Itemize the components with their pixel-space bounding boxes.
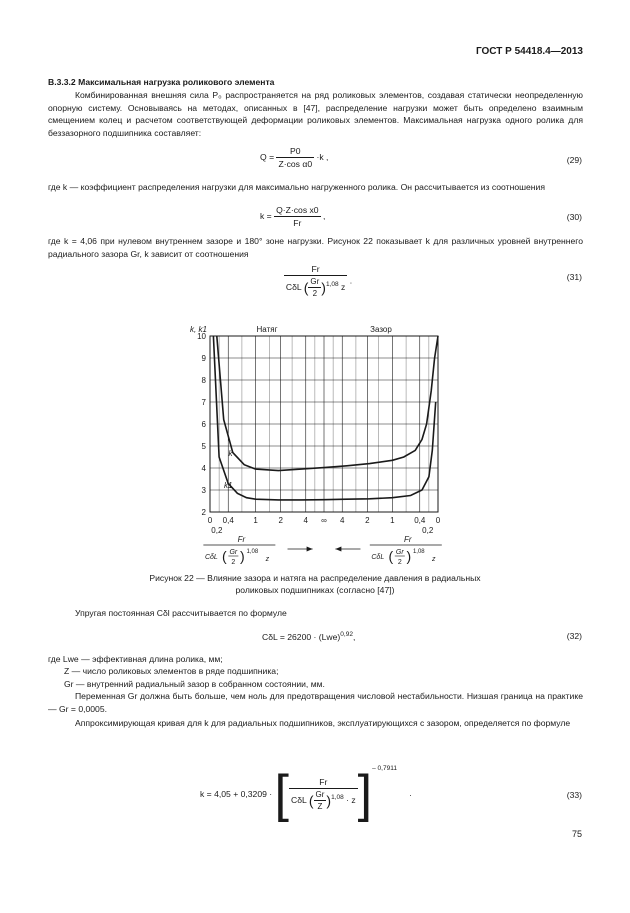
x-tick-label: 0,4 xyxy=(414,516,426,525)
paragraph-5: Переменная Gr должна быть больше, чем ноль для предотвращения числовой нестабильности. Низшая граница на практике — Gr = 0,0005. xyxy=(48,691,583,714)
x-tick-label: 0 xyxy=(435,516,441,525)
y-tick-label: 2 xyxy=(201,508,206,517)
eq31-tail: . xyxy=(349,275,353,286)
eq33-inner-den: Z xyxy=(317,802,323,811)
paragraph-4: Упругая постоянная Cδl рассчитывается по формуле xyxy=(75,608,287,618)
eq33-z: · z xyxy=(346,794,356,805)
caption-line-1: Рисунок 22 — Влияние зазора и натяга на распределение давления в радиальных xyxy=(149,573,481,583)
x-axis-left-expr-z: z xyxy=(265,556,270,563)
y-tick-label: 8 xyxy=(201,376,206,385)
eq30-lhs: k = xyxy=(260,210,272,221)
x-axis-left-expr-lparen: ( xyxy=(222,548,227,564)
x-axis-right-expr-c: CδL xyxy=(371,554,385,561)
y-tick-label: 4 xyxy=(201,464,206,473)
eq33-fraction xyxy=(289,777,358,811)
eq33-exp: 1,08 xyxy=(331,793,344,801)
x-tick-label: 1 xyxy=(390,516,395,525)
x-axis-right-expr-inner-num: Gr xyxy=(395,549,404,556)
x-tick-label: 0,4 xyxy=(222,516,234,525)
where-item-z: Z — число роликовых элементов в ряде подшипника; xyxy=(64,666,279,677)
series-line-k xyxy=(217,336,438,471)
eq31-exp: 1,08 xyxy=(325,280,339,288)
x-tick-label: 0 xyxy=(207,516,213,525)
x-axis-right-expr-inner-den: 2 xyxy=(397,559,402,566)
y-tick-label: 3 xyxy=(201,486,206,495)
equation-29 xyxy=(260,146,328,169)
eq33-tail: . xyxy=(409,788,412,799)
eq32-tail: , xyxy=(352,631,356,642)
eq30-fraction xyxy=(274,205,321,228)
x-tick-label: 1 xyxy=(253,516,258,525)
eq31-c: CδL xyxy=(285,281,302,292)
x-tick-label: 4 xyxy=(303,516,308,525)
eq31-z: z xyxy=(341,281,346,292)
x-axis-right-expr-num: Fr xyxy=(404,535,412,544)
eq29-denominator: Z·cos α0 xyxy=(278,159,313,169)
eq33-numerator: Fr xyxy=(289,777,358,789)
figure-caption xyxy=(60,572,570,596)
eq33-outer-exp: – 0,7911 xyxy=(372,765,397,773)
region-label-clearance: Зазор xyxy=(370,325,392,334)
eq31-inner-den: 2 xyxy=(312,289,318,298)
standard-header: ГОСТ Р 54418.4—2013 xyxy=(475,46,583,57)
eq31-fraction xyxy=(284,264,347,298)
eq33-number: (33) xyxy=(566,790,582,800)
eq33-lhs: k = 4,05 + 0,3209 · xyxy=(200,789,273,799)
page-number: 75 xyxy=(571,829,582,839)
x-axis-left-expr-rparen: ) xyxy=(240,548,245,564)
x-axis-right-expr-z: z xyxy=(432,556,436,563)
eq31-number: (31) xyxy=(566,272,582,282)
eq32-number: (32) xyxy=(566,631,582,641)
arrow-right-head xyxy=(307,547,313,552)
eq31-numerator: Fr xyxy=(284,264,347,276)
where-item-lwe: где Lwe — эффективная длина ролика, мм; xyxy=(48,654,223,664)
eq31-inner-num: Gr xyxy=(310,277,320,286)
paragraph-3: где k = 4,06 при нулевом внутреннем зазоре и 180° зоне нагрузки. Рисунок 22 показывает k для различных уровней внутреннего радиального зазора Gr, k зависит от соотношения xyxy=(48,236,583,259)
y-tick-label: 10 xyxy=(197,332,206,341)
clearance-chart xyxy=(180,312,460,568)
equation-31 xyxy=(278,264,358,298)
arrow-left-head xyxy=(335,547,341,552)
series-line-k1 xyxy=(213,336,435,500)
x-sub-label-right: 0,2 xyxy=(422,526,434,535)
eq32-exp: 0,92 xyxy=(340,631,353,638)
x-axis-left-expr-exp: 1,08 xyxy=(246,549,259,555)
y-tick-label: 9 xyxy=(201,354,206,363)
y-tick-label: 7 xyxy=(201,398,206,407)
y-tick-label: 5 xyxy=(201,442,206,451)
eq29-numerator: P0 xyxy=(276,146,314,158)
x-axis-right-expr-lparen: ( xyxy=(388,548,394,564)
eq29-number: (29) xyxy=(566,155,582,165)
eq33-c: CδL xyxy=(291,794,307,805)
equation-30 xyxy=(260,205,325,228)
x-tick-label: 4 xyxy=(340,516,345,525)
x-sub-label-left: 0,2 xyxy=(211,526,223,535)
region-label-interference: Натяг xyxy=(256,325,278,334)
eq29-tail: ·k , xyxy=(316,151,329,162)
eq33-denominator: CδL ( $\frac{Gr}{Z}$ )$^{1,08}$ · z xyxy=(291,790,356,811)
x-axis-left-expr-num: Fr xyxy=(237,535,246,544)
x-tick-label: 2 xyxy=(278,516,283,525)
paragraph-6: Аппроксимирующая кривая для k для радиальных подшипников, эксплуатирующихся с зазором, определяется по формуле xyxy=(75,718,571,728)
eq30-number: (30) xyxy=(566,212,582,222)
eq30-denominator: Fr xyxy=(293,218,302,228)
eq29-fraction xyxy=(276,146,314,169)
where-item-gr: Gr — внутренний радиальный зазор в собранном состоянии, мм. xyxy=(64,678,325,689)
equation-33: k = 4,05 + 0,3209 · [ Fr CδL ( $\frac{Gr}{Z}$ )$^{1,08}$ · z ]$^{- 0,7911}$ . xyxy=(200,765,412,823)
x-tick-label: ∞ xyxy=(321,516,327,525)
x-axis-left-expr-inner-den: 2 xyxy=(231,559,236,566)
x-axis-left-expr-c: CδL xyxy=(204,554,218,561)
eq33-inner-num: Gr xyxy=(315,790,325,799)
where-list xyxy=(48,653,325,690)
section-title: B.3.3.2 Максимальная нагрузка роликового элемента xyxy=(48,77,275,87)
series-label-k1: k1 xyxy=(224,480,233,490)
eq29-lhs: Q = xyxy=(260,151,275,162)
eq30-tail: , xyxy=(322,210,326,221)
paragraph-1: Комбинированная внешняя сила P₀ распространяется на ряд роликовых элементов, создавая статически неопределенную опорную систему. Основываясь на методах, описанных в [47], распределение нагрузки может быть определено взаимным смещением колец и расчетом соответствующей деформации роликовых элементов. Максимальная нагрузка одного ролика для беззазорного подшипника составляет: xyxy=(48,90,583,138)
equation-32 xyxy=(262,631,355,642)
y-axis-label: k, k1 xyxy=(190,325,207,334)
series-label-k: k xyxy=(228,448,233,458)
eq31-denominator: CδL ( $\frac{Gr}{2}$ )$^{1,08}$ z xyxy=(285,277,346,298)
x-axis-right-expr-exp: 1,08 xyxy=(412,549,425,555)
x-axis-right-expr-rparen: ) xyxy=(406,548,412,564)
y-tick-label: 6 xyxy=(201,420,206,429)
eq30-numerator: Q·Z·cos x0 xyxy=(276,205,319,215)
caption-line-2: роликовых подшипниках (согласно [47]) xyxy=(235,585,395,595)
eq31-inner-fraction xyxy=(308,277,321,298)
x-tick-label: 2 xyxy=(365,516,370,525)
eq33-inner-fraction xyxy=(314,790,327,811)
paragraph-2: где k — коэффициент распределения нагрузки для максимально нагруженного ролика. Он рассчитывается из соотношения xyxy=(48,182,545,192)
eq32-text: CδL = 26200 · (Lwe) xyxy=(262,631,341,642)
x-axis-left-expr-inner-num: Gr xyxy=(229,549,238,556)
